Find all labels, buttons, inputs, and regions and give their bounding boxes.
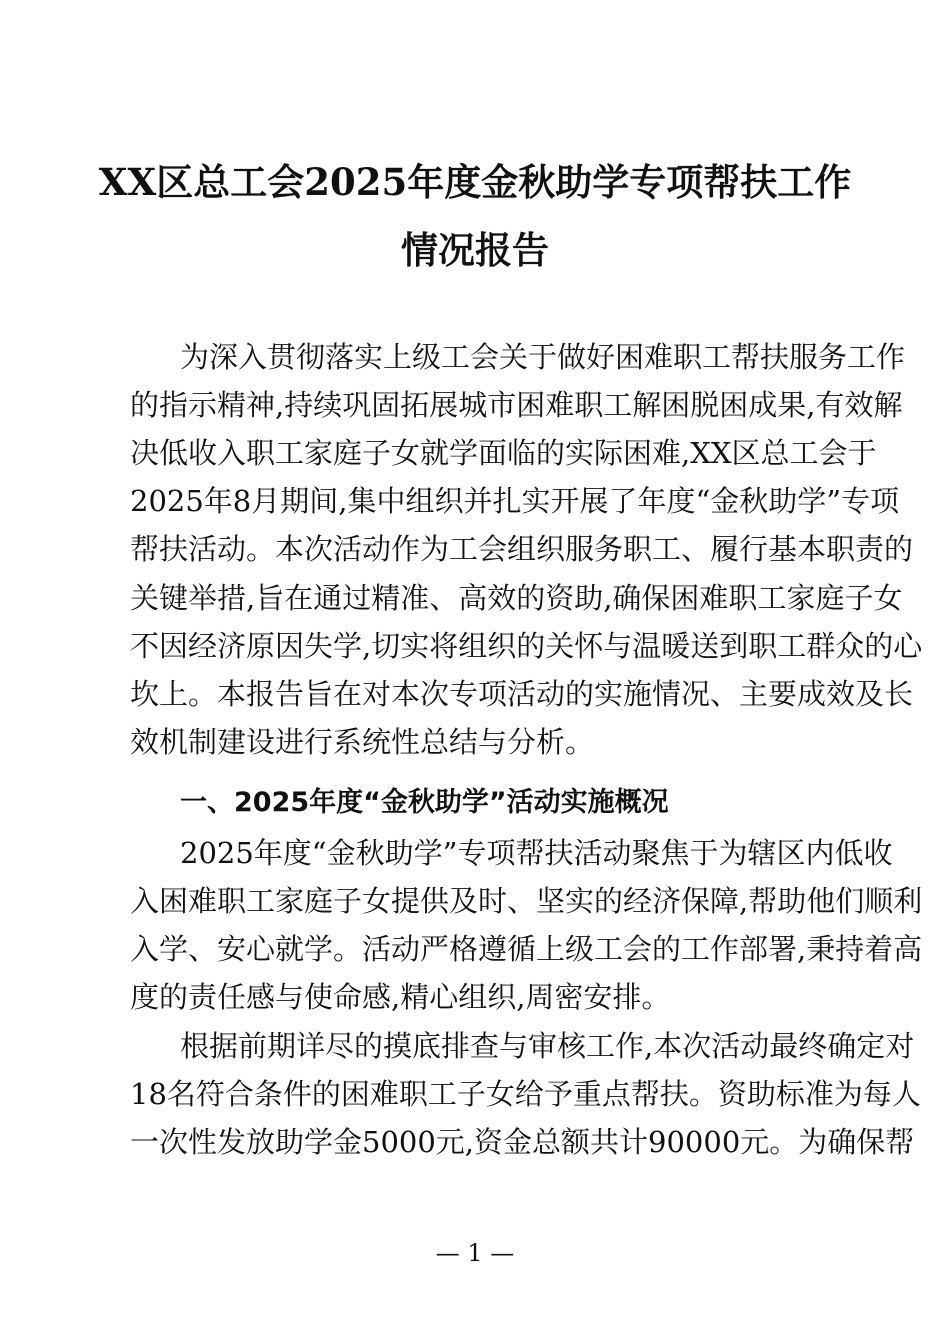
text-line: 关键举措,旨在通过精准、高效的资助,确保困难职工家庭子女 xyxy=(130,581,903,615)
text-line: 2025年8月期间,集中组织并扎实开展了年度“金秋助学”专项 xyxy=(130,484,900,518)
text-line: 根据前期详尽的摸底排查与审核工作,本次活动最终确定对 xyxy=(180,1029,915,1063)
text-line: 的指示精神,持续巩固拓展城市困难职工解困脱困成果,有效解 xyxy=(130,388,903,422)
page-number: — 1 — xyxy=(435,1239,515,1267)
text-line: 坎上。本报告旨在对本次专项活动的实施情况、主要成效及长 xyxy=(130,677,914,711)
text-line: 18名符合条件的困难职工子女给予重点帮扶。资助标准为每人 xyxy=(130,1077,921,1111)
text-line: 决低收入职工家庭子女就学面临的实际困难,XX区总工会于 xyxy=(130,436,877,470)
section-heading: 一、2025年度“金秋助学”活动实施概况 xyxy=(180,787,669,818)
text-line: 入困难职工家庭子女提供及时、坚实的经济保障,帮助他们顺利 xyxy=(130,884,923,918)
text-line: 效机制建设进行系统性总结与分析。 xyxy=(130,725,595,759)
text-line: 入学、安心就学。活动严格遵循上级工会的工作部署,秉持着高 xyxy=(130,932,923,966)
text-line: 为深入贯彻落实上级工会关于做好困难职工帮扶服务工作 xyxy=(180,340,906,374)
text-line: 一次性发放助学金5000元,资金总额共计90000元。为确保帮 xyxy=(130,1125,915,1159)
text-line: 度的责任感与使命感,精心组织,周密安排。 xyxy=(130,980,671,1014)
document-title-line-2: 情况报告 xyxy=(401,228,549,272)
text-line: 2025年度“金秋助学”专项帮扶活动聚焦于为辖区内低收 xyxy=(180,836,893,870)
document-title-line-1: XX区总工会2025年度金秋助学专项帮扶工作 xyxy=(98,160,852,204)
text-line: 帮扶活动。本次活动作为工会组织服务职工、履行基本职责的 xyxy=(130,532,914,566)
text-line: 不因经济原因失学,切实将组织的关怀与温暖送到职工群众的心 xyxy=(130,629,923,663)
